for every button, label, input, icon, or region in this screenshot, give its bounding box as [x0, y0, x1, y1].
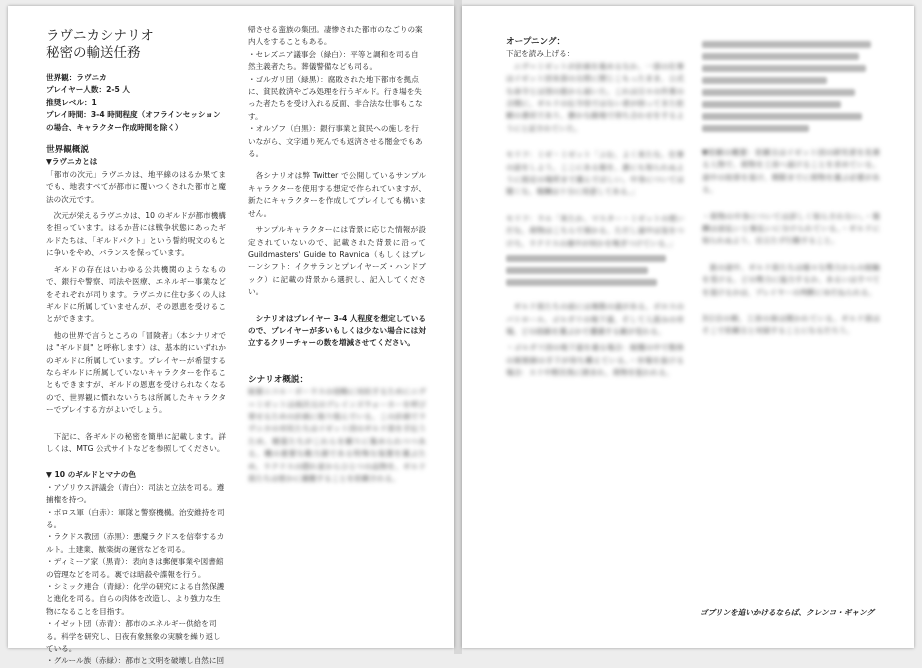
document-title: [46, 28, 226, 62]
route-options-blurred: ギルド員たちの前には複数の道がある。ボロスのパトロール、ゴルガリの地下道、そして人混みの市場。どの経路を選ぶかで遭遇する敵が変わる。: [506, 302, 684, 336]
left-page: [8, 6, 454, 666]
guild-item-izzet: ・イゼット団（赤青）：都市のエネルギー供給を司る。科学を研究し、日夜有象無象の実験を繰り返している。: [46, 619, 221, 654]
dialogue-mizzet-blurred: セリフ：ミゼ・ミゼット「ふむ、よく来たな。仕事の話をしよう。ここにある箱を、誰にも知られぬように指定の場所まで運んでほしい。中身については聞くな。報酬は十分に用意してある。」: [506, 150, 684, 197]
paragraph-adventurers: 他の世界で言うところの「冒険者」（本シナリオでは "ギルド員" と呼称します）は、基本的にいずれかのギルドに所属しています。プレイヤーが希望するならギルドに所属していないキャラクターを作ることもできますが、ギルドの恩恵を受けられなくなるので、世界観に慣れないうちは所属したキャラクターでプレイする方がよいでしょう。: [46, 330, 226, 415]
guild-item-boros: ・ボロス軍（白赤）：軍隊と警察機構。治安維持を司る。: [46, 507, 225, 529]
paragraph-guild-roles: ギルドの存在はいわゆる公共機関のようなもので、銀行や警察、司法や医療、エネルギー事業などをそれぞれが司ります。ラヴニカに住む多くの人はギルドに所属していませんが、その恩恵を受けることができます。: [46, 264, 226, 324]
dialogue-ral-blurred: セリフ：ラル「来たか、マスター・ミゼットの使いだな。荷物はこちらで預かる。ただし道中は気をつけろ。ラクドスの連中が何かを嗅ぎつけている。」: [506, 213, 684, 248]
title-line-2: 秘密の輸送任務: [46, 45, 141, 61]
meta-player-count: プレイヤー人数：2-5 人: [46, 85, 131, 95]
guild-item-selesnya: ・セレズニア議事会（緑白）：平等と調和を司る自然主義者たち。葬儀警備なども司る。: [248, 49, 419, 72]
opening-text-blurred: ニヴ＝ミゼットが計画を進めるなか、一部の仕事はイゼット団本部の尖塔に閉じこもったまま、公式な命令とは別の筋から届いた。これは日々の作業の合間に、ギルドの伝令役ではない者が持ってきた依頼の書状であり、静かな路地で待ち合わせをするようにと記されていた。: [506, 61, 684, 133]
section-heading-opening: オープニング：: [506, 37, 566, 47]
route-details-blurred: ・ゴルガリ団の地下道を通る場合：暗闇の中で数体の屍術師の手下が待ち構えている。・市場を抜ける場合：スリや野次馬に囲まれ、荷物を狙われる。: [506, 343, 684, 378]
guild-item-simic: ・シミック連合（青緑）：化学の研究による自然保護と進化を司る。自らの肉体を改造し、より強力な生物になることを目指す。: [46, 582, 225, 616]
guild-list-continued: [248, 24, 426, 160]
left-page-column-2: [248, 24, 426, 489]
meta-play-time: プレイ時間：3-4 時間程度（オフラインセッションの場合、キャラクター作成時間を除く）: [46, 110, 221, 132]
scenario-summary-blurred: 総督ニコル・ボーラスの侵略に対抗するためにニヴ＝ミゼットは両次元のプレインズウォーカーを呼び寄せるための計画に取り組んでいる。この計画でラヴニカの市民たちはイゼット団のギルド員を手伝うため、精霊たちがこれらを頼りに集められつつある。機の重要な動力源である特殊な装置を運ぶため、ラクドスの隠れ家からひとつの品物を、ギルド員たちは密かに運搬することを依頼される。: [248, 387, 426, 483]
opening-instruction: 下記を読み上げる：: [506, 49, 575, 59]
right-page: [462, 6, 914, 648]
paragraph-player-count-note: シナリオはプレイヤー 3-4 人程度を想定しているので、プレイヤーが多いもしくは少ない場合には対立するクリーチャーの数を増減させてください。: [248, 313, 426, 348]
subheading-ravnica: ▼ラヴニカとは: [46, 157, 98, 167]
closing-tagline: ゴブリンを追いかけるならば、クレンコ・ギャング: [699, 608, 874, 617]
journey-text-blurred: 旅の途中、ギルド員たちは様々な勢力からの接触を受ける。どの勢力に協力するか、あるいはすべてを退けるかは、プレイヤーの判断にゆだねられる。: [702, 262, 880, 297]
meta-players-world: 世界観：ラヴニカ: [46, 73, 107, 82]
guild-list: [46, 482, 226, 668]
meta-level: 推奨レベル：1: [46, 97, 97, 107]
paragraph-ravnica-intro: 「都市の次元」ラヴニカは、地平線のはるか果てまでも、地表すべてが都市に覆いつくされた都市と魔法の次元です。: [46, 169, 226, 204]
paragraph-guilds-intro: 次元が栄えるラヴニカは、10 のギルドが都市機構を担っています。はるか昔には戦争状態にあったギルドたちは、「ギルドパクト」という誓約呪文のもとに争いをやめ、バランスを保っています。: [46, 211, 226, 258]
guild-item-azorius: ・アゾリウス評議会（青白）：司法と立法を司る。遵捕権を持つ。: [46, 482, 225, 505]
guild-item-rakdos: ・ラクドス教団（赤黒）：悪魔ラクドスを信奉するカルト。土建業、歓楽街の運営などを司る。: [46, 532, 225, 554]
guild-item-gruul: ・グルール族（赤緑）：都市と文明を破壊し自然に回: [46, 656, 225, 666]
right-page-column-1: [506, 36, 684, 384]
right-page-column-2: [702, 36, 880, 342]
paragraph-guild-reference: 下記に、各ギルドの秘密を簡単に記載します。詳しくは、MTG 公式サイトなどを参照してください。: [46, 431, 226, 453]
guild-item-golgari: ・ゴルガリ団（緑黒）：腐敗された地下都市を拠点に、貧民救済やごみ処理を行うギルド。行き場を失った者たちを受け入れる反面、非合法な仕事もこなす。: [248, 74, 423, 121]
section-heading-guilds: ▼ 10 のギルドとマナの色: [46, 470, 136, 480]
left-page-column-1: [46, 28, 226, 668]
guild-item-orzhov: ・オルゾフ（白黒）：銀行事業と貧民への施しを行いながら、文字通り死んでも返済させる闇金でもある。: [248, 124, 423, 159]
request-summary-blurred: ▼依頼の概要：依頼主はイゼット団の研究者を名乗る人物で、荷物を工房へ届けることを求めている。途中の妨害を退け、期限までに荷物を運ぶ必要がある。: [702, 148, 880, 195]
guild-item-dimir: ・ディミーア家（黒青）：表向きは郵便事業や図書館の管理などを司る。裏では暗殺や諜報を行う。: [46, 557, 224, 579]
request-notes-blurred: ・荷物の中身については詳しく知らされない。・報酬は前払いと後払いに分けられている。・ギルドに知られぬよう、目立たず行動すること。: [702, 211, 880, 246]
page-gutter: [454, 0, 462, 654]
title-line-1: ラヴニカシナリオ: [46, 28, 154, 44]
day3-text-blurred: 3日目の朝、工房の扉は開かれている。ギルド員はそこで依頼主と対面することになるだろう。: [702, 314, 880, 336]
guild-item-gruul-cont: 帰させる蛮族の集団。凄惨された都市のなごりの案内人をすることもある。: [248, 25, 423, 47]
paragraph-sample-characters: 各シナリオは弊 Twitter で公開しているサンプルキャラクターを使用する想定で作られていますが、新たにキャラクターを作成してプレイしても構いません。: [248, 171, 426, 218]
section-heading-world: 世界観概説: [46, 145, 89, 156]
section-heading-scenario: シナリオ概説：: [248, 374, 309, 385]
paragraph-backgrounds: サンプルキャラクターには背景に応じた情報が設定されていないので、記載された背景に沿って Guildmasters' Guide to Ravnica（もしくはプレーンシフト：イクサランとプレイヤーズ・ハンドブック）に記載の背景から選択し、記入してください。: [248, 225, 426, 297]
